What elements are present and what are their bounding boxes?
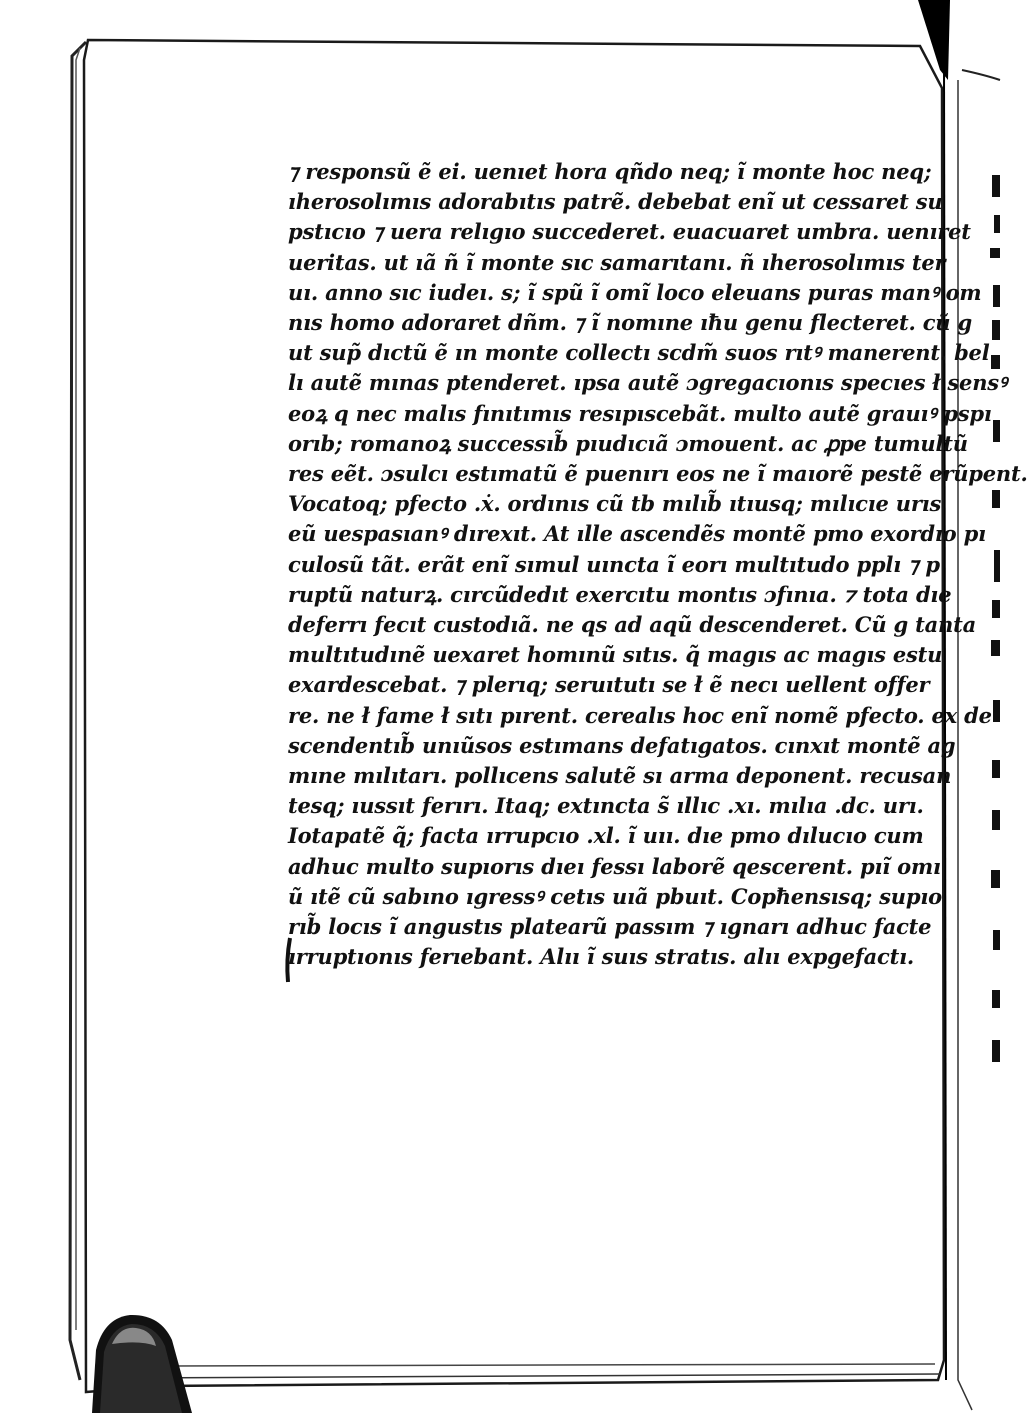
- manuscript-line: pstıcıo ⁊ uera relıgıo succederet. euacuaret umbra. uenıret: [288, 219, 971, 245]
- manuscript-line: eoꝝ q nec malıs fınıtımıs resıpıscebãt. multo autẽ grauıꝰ pspı: [288, 400, 992, 426]
- manuscript-line: tesq; ıussıt ferırı. Itaq; extıncta s̃ ıllıc .xı. mılıa .dc. urı.: [288, 793, 924, 819]
- manuscript-line: uı. anno sıc iudeı. s; ı̃ spũ ı̃ omı̃ loco eleuans puras manꝰ om: [288, 279, 982, 305]
- manuscript-line: lı autẽ mınas ptenderet. ıpsa autẽ ɔgregacıonıs specıes ł sensꝰ: [288, 370, 1007, 396]
- manuscript-line: Vocatoq; pfecto .ẋ. ordınıs cũ tb mılıb̃ ıtıusq; mılıcıe urıs: [288, 491, 942, 517]
- manuscript-line: deferrı fecıt custodıã. ne qs ad aqũ descenderet. Cũ g tanta: [288, 612, 976, 637]
- manuscript-line: culosũ tãt. erãt enı̃ sımul uıncta ı̃ eorı multıtudo pplı ⁊ p: [288, 551, 940, 577]
- manuscript-line: ⁊ responsũ ẽ ei. uenıet hora qñdo neq; ı̃ monte hoc neq;: [288, 159, 932, 184]
- manuscript-line: re. ne ł fame ł sıtı pırent. cerealıs hoc enı̃ nomẽ pfecto. ex de: [288, 702, 992, 728]
- manuscript-line: res eẽt. ɔsulcı estımatũ ẽ puenırı eos ne ı̃ maıorẽ pestẽ erũpent.: [288, 461, 1028, 486]
- manuscript-line: exardescebat. ⁊ plerıq; seruıtutı se ł ẽ necı uellent offer: [288, 672, 930, 698]
- manuscript-line: nıs homo adoraret dñm. ⁊ ı̃ nomıne ıħu genu flecteret. cũ g: [288, 310, 972, 335]
- manuscript-line: multıtudınẽ uexaret homınũ sıtıs. q̃ magıs ac magıs estu: [288, 642, 943, 668]
- manuscript-line: adhuc multo supıorıs dıeı fessı laborẽ qescerent. pıı̃ omı: [288, 853, 941, 879]
- manuscript-line: ũ ıtẽ cũ sabıno ıgressꝰ cetıs uıã pbuıt. Copħensısq; supıo: [288, 883, 942, 909]
- manuscript-line: ırruptıonıs ferıebant. Alıı ı̃ suıs stratıs. alıı expgefactı.: [288, 944, 915, 970]
- manuscript-line: rıb̃ locıs ı̃ angustıs platearũ passım ⁊ ıgnarı adhuc facte: [288, 914, 932, 939]
- manuscript-line: ut sup̃ dıctũ ẽ ın monte collectı scdm̃ suos rıtꝰ manerent. bel: [288, 340, 990, 366]
- manuscript-line: mıne mılıtarı. pollıcens salutẽ sı arma deponent. recusan: [288, 763, 952, 788]
- manuscript-line: scendentıb̃ unıũsos estımans defatıgatos. cınxıt montẽ ag: [288, 732, 956, 758]
- manuscript-line: ueritas. ut ıã ñ ı̃ monte sıc samarıtanı. ñ ıherosolımıs ter: [288, 249, 946, 275]
- manuscript-line: Iotapatẽ q̃; facta ırrupcıo .xl. ı̃ uıı. dıe pmo dılucıo cum: [288, 823, 924, 849]
- manuscript-line: eũ uespasıanꝰ dırexıt. At ılle ascendẽs montẽ pmo exordıo pı: [288, 521, 986, 547]
- manuscript-line: orıb; romanoꝝ successıb̃ pıudıcıã ɔmouent. ac ꝓpe tumultũ: [288, 430, 968, 456]
- manuscript-line: ıherosolımıs adorabıtıs patrẽ. debebat enı̃ ut cessaret su: [288, 189, 943, 215]
- manuscript-line: ruptũ naturꝝ. cırcũdedıt exercıtu montıs ɔfınıa. ⁊ tota dıe: [288, 581, 952, 607]
